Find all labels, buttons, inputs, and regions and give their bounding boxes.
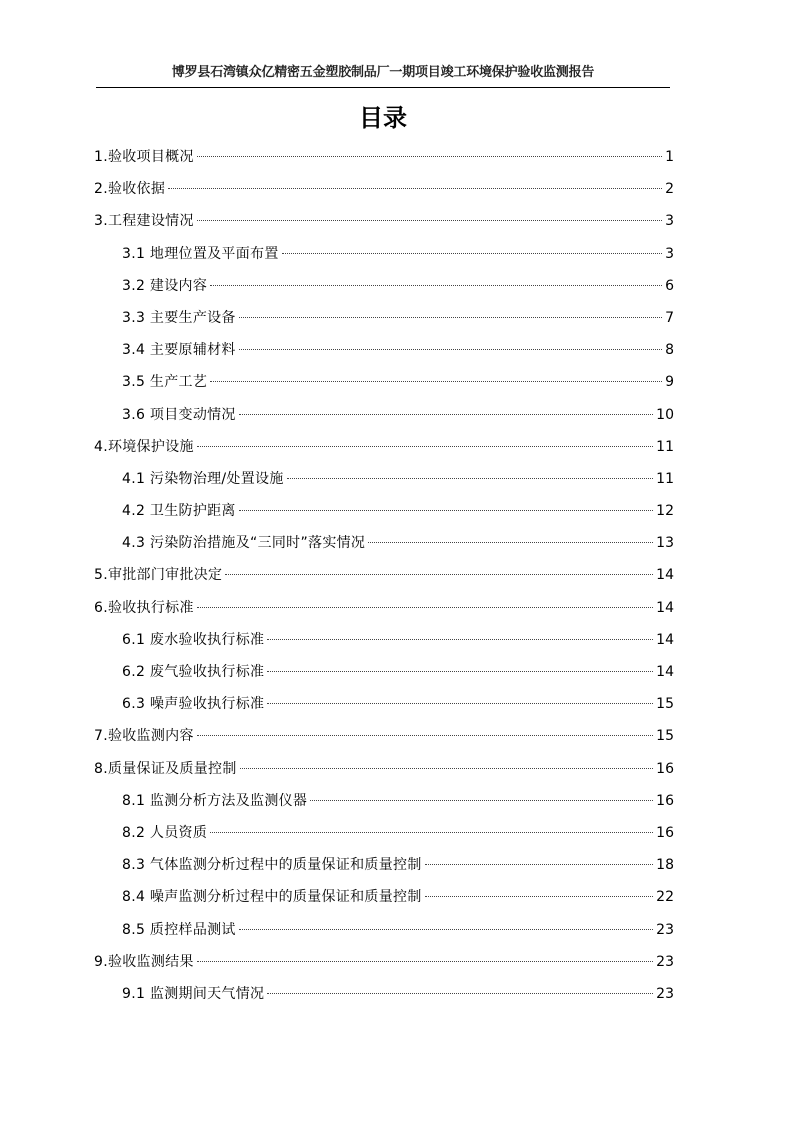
header-divider xyxy=(96,87,670,88)
dot-leader xyxy=(210,285,662,286)
toc-entry[interactable] xyxy=(0,656,674,688)
toc-entry[interactable] xyxy=(0,785,674,817)
toc-page-number: 14 xyxy=(656,664,674,680)
dot-leader xyxy=(239,510,653,511)
dot-leader xyxy=(425,896,654,897)
toc-entry-title: 6.验收执行标准 xyxy=(94,599,194,616)
toc-entry-title: 3.3 主要生产设备 xyxy=(122,309,236,326)
toc-page-number: 16 xyxy=(656,824,674,841)
dot-leader xyxy=(310,800,653,801)
toc-entry-title: 9.验收监测结果 xyxy=(94,953,194,970)
dot-leader xyxy=(197,156,662,157)
dot-leader xyxy=(197,220,662,221)
toc-entry-title: 2.验收依据 xyxy=(94,181,166,198)
toc-page-number: 15 xyxy=(656,728,674,745)
toc-page-number: 11 xyxy=(656,438,674,455)
table-of-contents xyxy=(0,141,794,1010)
toc-page-number: 12 xyxy=(656,503,674,520)
toc-entry[interactable] xyxy=(0,141,674,173)
toc-entry[interactable] xyxy=(0,527,674,559)
toc-entry[interactable] xyxy=(0,366,674,398)
toc-entry-title: 3.1 地理位置及平面布置 xyxy=(122,245,279,262)
toc-page-number: 16 xyxy=(656,792,674,809)
toc-entry[interactable] xyxy=(0,688,674,720)
toc-page-number: 2 xyxy=(665,181,674,198)
toc-entry-title: 3.6 项目变动情况 xyxy=(122,406,236,423)
toc-entry-title: 8.1 监测分析方法及监测仪器 xyxy=(122,792,308,809)
toc-entry-title: 8.2 人员资质 xyxy=(122,824,208,841)
toc-page-number: 7 xyxy=(665,309,674,326)
toc-entry[interactable] xyxy=(0,463,674,495)
toc-entry-title: 3.工程建设情况 xyxy=(94,213,194,230)
toc-entry-title: 5.审批部门审批决定 xyxy=(94,567,223,584)
dot-leader xyxy=(267,639,653,640)
dot-leader xyxy=(197,607,653,608)
toc-page-number: 9 xyxy=(665,374,674,391)
toc-entry-title: 6.3 噪声验收执行标准 xyxy=(122,696,265,713)
toc-page-number: 15 xyxy=(656,696,674,713)
dot-leader xyxy=(282,253,662,254)
toc-page-number: 13 xyxy=(656,535,674,552)
toc-entry[interactable] xyxy=(0,205,674,237)
toc-entry-title: 8.4 噪声监测分析过程中的质量保证和质量控制 xyxy=(122,889,422,906)
toc-entry-title: 8.5 质控样品测试 xyxy=(122,921,236,938)
toc-entry-title: 7.验收监测内容 xyxy=(94,728,194,745)
toc-entry[interactable] xyxy=(0,753,674,785)
dot-leader xyxy=(368,542,653,543)
toc-entry[interactable] xyxy=(0,946,674,978)
toc-entry[interactable] xyxy=(0,849,674,881)
toc-page-number: 16 xyxy=(656,760,674,777)
toc-page-number: 22 xyxy=(656,889,674,906)
dot-leader xyxy=(239,349,662,350)
dot-leader xyxy=(425,864,654,865)
toc-entry[interactable] xyxy=(0,720,674,752)
dot-leader xyxy=(225,574,653,575)
dot-leader xyxy=(267,671,653,672)
toc-page-number: 14 xyxy=(656,567,674,584)
dot-leader xyxy=(197,446,653,447)
toc-page-number: 10 xyxy=(656,406,674,423)
dot-leader xyxy=(239,414,653,415)
toc-entry-title: 3.2 建设内容 xyxy=(122,277,208,294)
toc-entry-title: 6.2 废气验收执行标准 xyxy=(122,664,265,680)
toc-entry-title: 8.质量保证及质量控制 xyxy=(94,760,237,777)
toc-page-number: 14 xyxy=(656,599,674,616)
dot-leader xyxy=(168,188,662,189)
dot-leader xyxy=(267,703,653,704)
toc-entry[interactable] xyxy=(0,302,674,334)
dot-leader xyxy=(197,961,653,962)
toc-entry-title: 9.1 监测期间天气情况 xyxy=(122,985,265,1002)
toc-entry-title: 4.1 污染物治理/处置设施 xyxy=(122,470,284,487)
toc-entry-title: 4.2 卫生防护距离 xyxy=(122,503,236,520)
toc-entry-title: 1.验收项目概况 xyxy=(94,149,194,165)
toc-page-number: 23 xyxy=(656,953,674,970)
toc-page-number: 11 xyxy=(656,470,674,487)
toc-page-number: 14 xyxy=(656,631,674,648)
toc-entry[interactable] xyxy=(0,431,674,463)
dot-leader xyxy=(239,929,653,930)
toc-page-number: 1 xyxy=(665,149,674,165)
toc-entry[interactable] xyxy=(0,238,674,270)
dot-leader xyxy=(267,993,653,994)
toc-page-number: 23 xyxy=(656,921,674,938)
toc-entry[interactable] xyxy=(0,914,674,946)
toc-entry-title: 3.5 生产工艺 xyxy=(122,374,208,391)
toc-page-number: 18 xyxy=(656,857,674,874)
toc-page-number: 23 xyxy=(656,985,674,1002)
toc-entry[interactable] xyxy=(0,559,674,591)
toc-entry-title: 3.4 主要原辅材料 xyxy=(122,342,236,359)
toc-page-number: 3 xyxy=(665,245,674,262)
toc-entry-title: 8.3 气体监测分析过程中的质量保证和质量控制 xyxy=(122,857,422,874)
toc-title: 目录 xyxy=(359,104,407,132)
toc-entry[interactable] xyxy=(0,817,674,849)
toc-entry[interactable] xyxy=(0,495,674,527)
dot-leader xyxy=(240,768,654,769)
dot-leader xyxy=(239,317,662,318)
page-header: 博罗县石湾镇众亿精密五金塑胶制品厂一期项目竣工环境保护验收监测报告 xyxy=(171,65,595,80)
dot-leader xyxy=(287,478,654,479)
toc-entry[interactable] xyxy=(0,592,674,624)
toc-page-number: 8 xyxy=(665,342,674,359)
dot-leader xyxy=(197,735,653,736)
toc-entry-title: 4.环境保护设施 xyxy=(94,438,194,455)
toc-entry-title: 6.1 废水验收执行标准 xyxy=(122,631,265,648)
toc-entry[interactable] xyxy=(0,173,674,205)
toc-page-number: 6 xyxy=(665,277,674,294)
toc-entry[interactable] xyxy=(0,624,674,656)
toc-entry[interactable] xyxy=(0,334,674,366)
toc-entry-title: 4.3 污染防治措施及“三同时”落实情况 xyxy=(122,535,366,552)
toc-entry[interactable] xyxy=(0,270,674,302)
toc-entry[interactable] xyxy=(0,978,674,1010)
toc-entry[interactable] xyxy=(0,399,674,431)
toc-entry[interactable] xyxy=(0,881,674,913)
dot-leader xyxy=(210,832,653,833)
toc-page-number: 3 xyxy=(665,213,674,230)
dot-leader xyxy=(210,381,662,382)
